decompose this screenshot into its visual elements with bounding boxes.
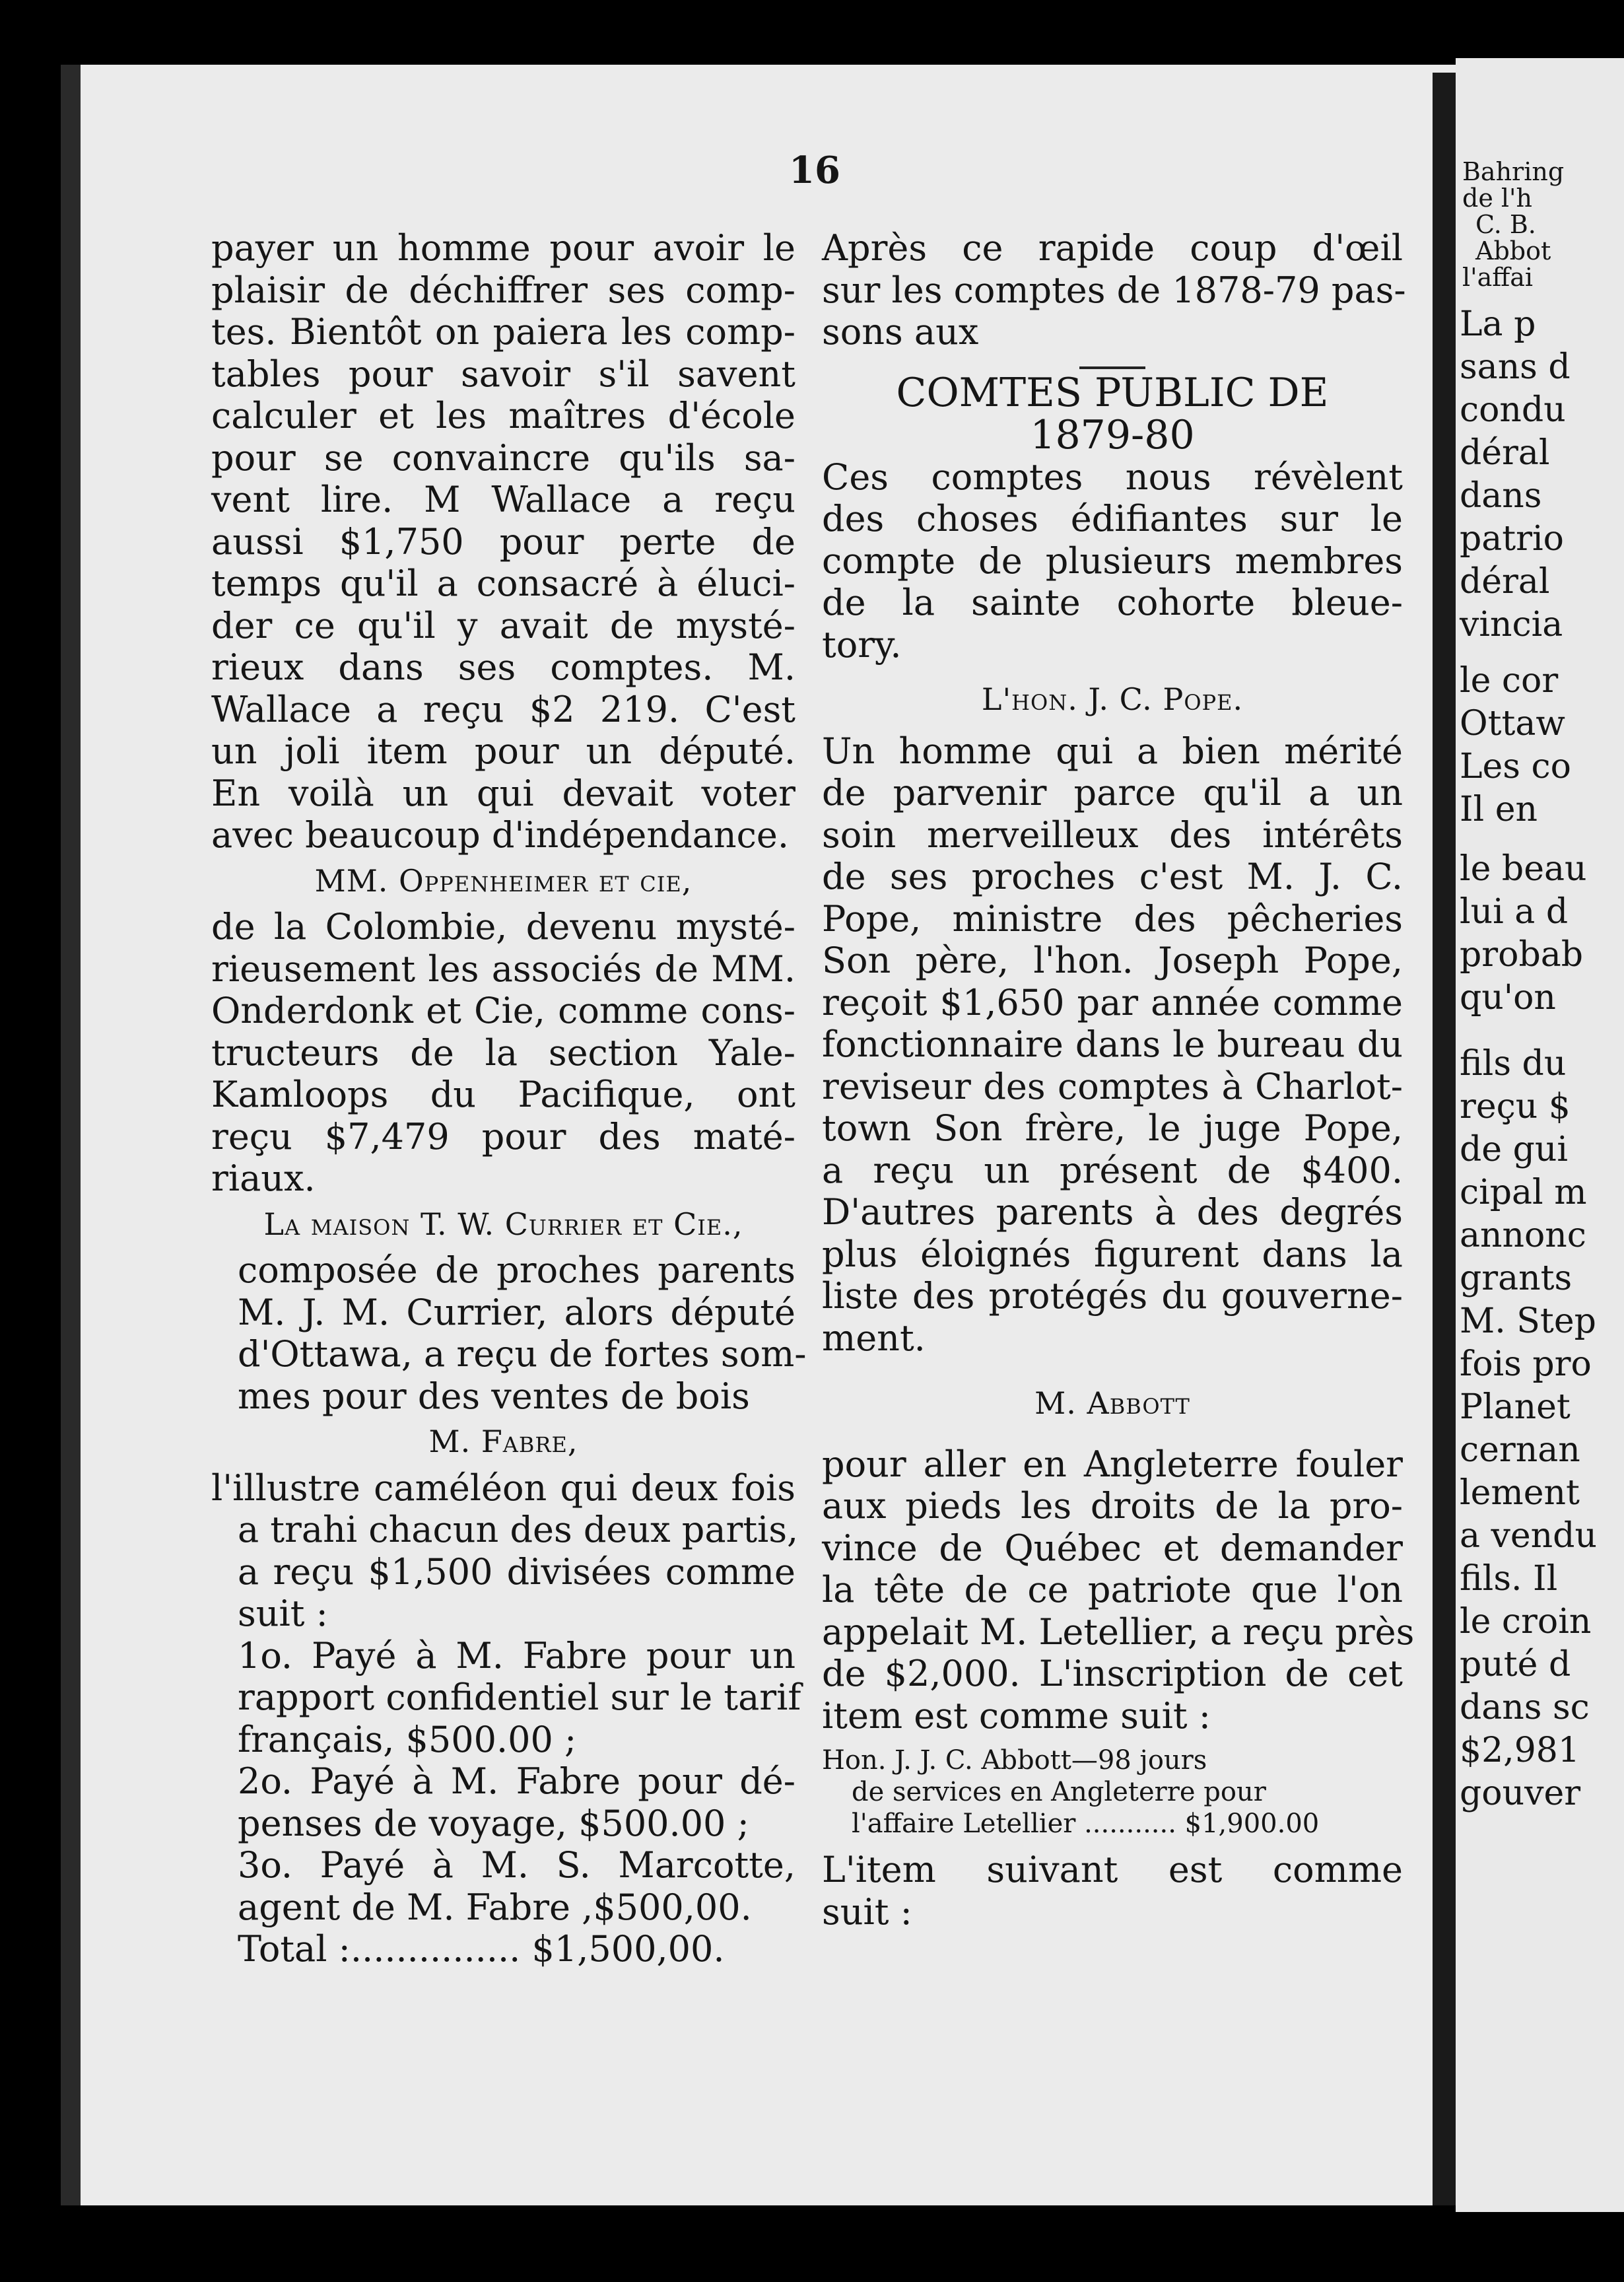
section-title-line: COMTES PUBLIC DE [896, 369, 1329, 416]
text-line: M. J. M. Currier, alors député [238, 1291, 795, 1333]
next-page-line: Abbot [1475, 236, 1551, 265]
next-page-line: Il en [1460, 790, 1538, 829]
next-page-line: de gui [1460, 1130, 1568, 1169]
next-page-line: le beau [1460, 849, 1587, 889]
text-line: Pope, ministre des pêcheries [822, 897, 1403, 940]
text-line: suit : [238, 1593, 328, 1634]
text-line: penses de voyage, $500.00 ; [238, 1802, 749, 1844]
text-line: mes pour des ventes de bois [238, 1375, 750, 1417]
section-intro [822, 456, 1403, 666]
text-line: tory. [822, 623, 902, 666]
text-line: aux pieds les droits de la pro- [822, 1485, 1403, 1527]
text-line: un joli item pour un député. [211, 730, 795, 772]
next-page-line: lement [1460, 1473, 1580, 1513]
text-line: payer un homme pour avoir le [211, 227, 795, 269]
text-line: Kamloops du Pacifique, ont [211, 1074, 795, 1115]
next-page-line: le croin [1460, 1602, 1592, 1642]
next-page-line: puté d [1460, 1645, 1571, 1684]
next-page-line: dans sc [1460, 1688, 1590, 1727]
text-line: suit : [822, 1890, 912, 1933]
next-page-line: Planet [1460, 1387, 1571, 1427]
text-line: vent lire. M Wallace a reçu [211, 479, 795, 520]
next-page-line: C. B. [1475, 210, 1536, 239]
abbott-paragraph [822, 1443, 1415, 1737]
next-page-line: patrio [1460, 519, 1564, 559]
section-title [822, 369, 1403, 458]
next-page-line: sans d [1460, 347, 1571, 387]
text-line: tructeurs de la section Yale- [211, 1031, 795, 1074]
next-page-line: a vendu [1460, 1516, 1597, 1556]
next-page-line: probab [1460, 935, 1584, 975]
next-page-line: déral [1460, 562, 1550, 602]
next-page-line: de l'h [1462, 184, 1532, 213]
item-entry-line: l'affaire Letellier ........... $1,900.00 [852, 1809, 1320, 1839]
next-page-line: grants [1460, 1259, 1573, 1298]
text-line: Onderdonk et Cie, comme cons- [211, 990, 795, 1031]
divider-rule [1079, 366, 1145, 369]
text-line: avec beaucoup d'indépendance. [211, 814, 790, 856]
next-page-line: fils. Il [1460, 1559, 1558, 1599]
left-column [211, 227, 807, 1970]
text-line: town Son frère, le juge Pope, [822, 1107, 1403, 1149]
text-line: vince de Québec et demander [822, 1527, 1403, 1569]
text-line: item est comme suit : [822, 1694, 1211, 1737]
text-line: 1o. Payé à M. Fabre pour un [238, 1634, 795, 1677]
text-line: de la sainte cohorte bleue- [822, 582, 1403, 623]
text-line: appelait M. Letellier, a reçu près [822, 1610, 1415, 1653]
text-line: a reçu $1,500 divisées comme [238, 1550, 795, 1593]
text-line: Total :............... $1,500,00. [238, 1928, 725, 1970]
text-line: tables pour savoir s'il savent [211, 353, 795, 395]
text-line: pour aller en Angleterre fouler [822, 1443, 1403, 1485]
next-page-line: M. Step [1460, 1301, 1596, 1341]
text-line: de parvenir parce qu'il a un [822, 772, 1403, 813]
closing-paragraph [822, 1849, 1403, 1933]
text-line: de la Colombie, devenu mysté- [211, 906, 795, 948]
text-line: a trahi chacun des deux partis, [238, 1509, 799, 1550]
text-line: En voilà un qui devait voter [211, 772, 795, 814]
next-page-line: le cor [1460, 661, 1559, 701]
text-line: tes. Bientôt on paiera les comp- [211, 311, 795, 353]
next-page-line: lui a d [1460, 892, 1569, 932]
text-line: de ses proches c'est M. J. C. [822, 856, 1403, 897]
section-heading: La maison T. W. Currier et Cie., [263, 1206, 743, 1242]
next-page-line: l'affai [1462, 263, 1534, 292]
next-page-line: condu [1460, 390, 1566, 430]
next-page-line: Ottaw [1460, 704, 1565, 743]
next-page-line: dans [1460, 476, 1542, 516]
text-line: Après ce rapide coup d'œil [822, 227, 1403, 269]
text-line: Un homme qui a bien mérité [822, 730, 1403, 772]
next-page-line: annonc [1460, 1216, 1586, 1255]
text-line: 2o. Payé à M. Fabre pour dé- [238, 1760, 795, 1802]
heading-abbott: M. Abbott [1034, 1385, 1190, 1421]
text-line: der ce qu'il y avait de mysté- [211, 604, 795, 646]
item-entry [822, 1745, 1403, 1840]
text-line: compte de plusieurs membres [822, 539, 1403, 582]
text-line: D'autres parents à des degrés [822, 1191, 1403, 1233]
next-page-line: fils du [1460, 1044, 1567, 1084]
section-heading: MM. Oppenheimer et cie, [314, 862, 693, 899]
next-page-line: fois pro [1460, 1344, 1592, 1384]
next-page-line: $2,981 [1460, 1731, 1580, 1770]
text-line: rapport confidentiel sur le tarif [238, 1677, 801, 1718]
next-page-line: gouver [1460, 1774, 1581, 1813]
next-page-line: Bahring [1462, 157, 1565, 186]
next-page-line: Les co [1460, 747, 1571, 786]
text-line: soin merveilleux des intérêts [822, 813, 1403, 856]
text-line: sur les comptes de 1878-79 pas- [822, 269, 1406, 311]
text-line: la tête de ce patriote que l'on [822, 1569, 1403, 1610]
next-page-line: qu'on [1460, 978, 1556, 1018]
heading-pope: L'hon. J. C. Pope. [981, 681, 1244, 717]
next-page-line: cipal m [1460, 1173, 1587, 1212]
text-line: reçoit $1,650 par année comme [822, 981, 1403, 1023]
text-line: temps qu'il a consacré à éluci- [211, 563, 795, 604]
text-line: des choses édifiantes sur le [822, 498, 1403, 539]
text-line: reçu $7,479 pour des maté- [211, 1115, 795, 1158]
text-line: Wallace a reçu $2 219. C'est [211, 688, 795, 730]
text-line: L'item suivant est comme [822, 1849, 1403, 1890]
text-line: l'illustre caméléon qui deux fois [211, 1467, 795, 1509]
next-page-line: déral [1460, 433, 1550, 473]
section-heading: M. Fabre, [428, 1424, 578, 1459]
section-title-line: 1879-80 [1030, 411, 1195, 458]
text-line: a reçu un présent de $400. [822, 1149, 1403, 1191]
page-number: 16 [789, 149, 840, 192]
next-page-line: reçu $ [1460, 1087, 1571, 1126]
next-page-fragment [1456, 58, 1624, 2212]
text-line: agent de M. Fabre ,$500,00. [238, 1886, 752, 1928]
text-line: plus éloignés figurent dans la [822, 1233, 1403, 1275]
text-line: rieux dans ses comptes. M. [211, 646, 795, 688]
next-page-line: cernan [1460, 1430, 1580, 1470]
text-line: plaisir de déchiffrer ses comp- [211, 269, 795, 311]
item-entry-line: de services en Angleterre pour [852, 1777, 1266, 1807]
pope-paragraph [822, 730, 1403, 1360]
text-line: pour se convaincre qu'ils sa- [211, 436, 795, 479]
text-line: français, $500.00 ; [238, 1718, 577, 1760]
text-line: Son père, l'hon. Joseph Pope, [822, 940, 1403, 981]
text-line: d'Ottawa, a reçu de fortes som- [238, 1333, 807, 1375]
text-line: calculer et les maîtres d'école [211, 395, 795, 436]
text-line: fonctionnaire dans le bureau du [822, 1023, 1403, 1065]
next-page-line: La p [1460, 304, 1536, 344]
text-line: de $2,000. L'inscription de cet [822, 1653, 1403, 1694]
text-line: rieusement les associés de MM. [211, 948, 795, 990]
book-spine [1433, 73, 1458, 2205]
text-line: reviseur des comptes à Charlot- [822, 1065, 1403, 1107]
intro-paragraph [822, 227, 1406, 353]
text-line: composée de proches parents [238, 1249, 795, 1291]
text-line: Ces comptes nous révèlent [822, 456, 1403, 498]
item-entry-line: Hon. J. J. C. Abbott—98 jours [822, 1745, 1207, 1776]
text-line: aussi $1,750 pour perte de [211, 520, 795, 563]
text-line: 3o. Payé à M. S. Marcotte, [238, 1844, 795, 1886]
text-line: liste des protégés du gouverne- [822, 1275, 1403, 1317]
text-line: ment. [822, 1317, 926, 1359]
next-page-line: vincia [1460, 605, 1563, 644]
text-line: sons aux [822, 311, 979, 353]
right-column [822, 227, 1415, 1933]
text-line: riaux. [211, 1158, 316, 1199]
